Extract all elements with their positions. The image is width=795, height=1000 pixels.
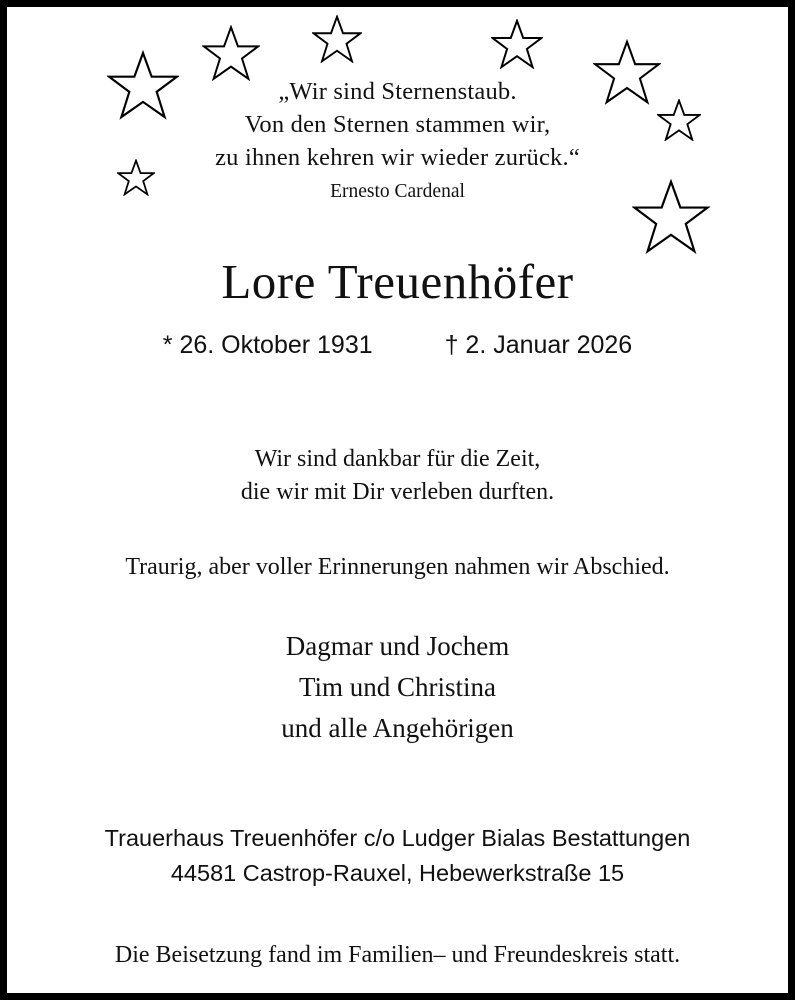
quote-author: Ernesto Cardenal: [330, 181, 465, 202]
deceased-name: Lore Treuenhöfer: [221, 254, 574, 309]
survivors-line: und alle Angehörigen: [281, 713, 514, 743]
survivors-line: Tim und Christina: [298, 672, 497, 702]
obituary-content: [7, 75, 788, 971]
address-line: Trauerhaus Treuenhöfer c/o Ludger Bialas Bestattungen: [104, 825, 691, 851]
star-icon: [491, 19, 543, 69]
address-line: 44581 Castrop-Rauxel, Hebewerkstraße 15: [170, 860, 625, 886]
death-date: † 2. Januar 2026: [444, 331, 633, 359]
farewell-text: Traurig, aber voller Erinnerungen nahmen wir Abschied.: [125, 554, 670, 580]
burial-note: Die Beisetzung fand im Familien– und Freundeskreis statt.: [114, 942, 681, 968]
memorial-message: [7, 443, 788, 509]
quote-line: „Wir sind Sternenstaub.: [278, 78, 517, 105]
star-icon: [202, 25, 260, 81]
survivors-list: [7, 626, 788, 749]
memorial-message-line: Wir sind dankbar für die Zeit,: [254, 446, 541, 472]
quote-line: zu ihnen kehren wir wieder zurück.“: [215, 144, 580, 171]
memorial-message-line: die wir mit Dir verleben durften.: [240, 479, 555, 505]
funeral-home-address: [7, 821, 788, 891]
life-dates: [7, 329, 788, 361]
birth-date: * 26. Oktober 1931: [162, 331, 373, 359]
survivors-line: Dagmar und Jochem: [285, 631, 510, 661]
star-icon: [312, 15, 362, 63]
quote-block: [7, 75, 788, 174]
quote-line: Von den Sternen stammen wir,: [244, 111, 551, 138]
